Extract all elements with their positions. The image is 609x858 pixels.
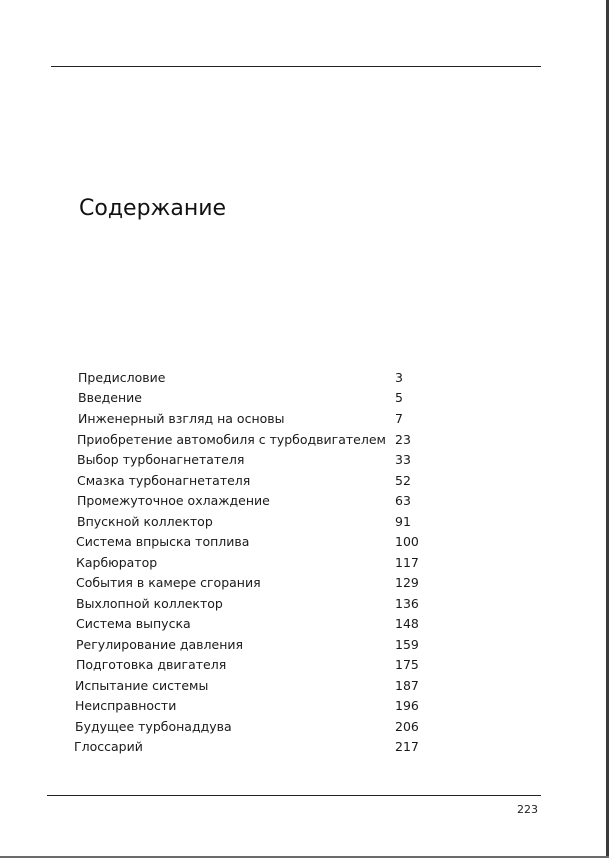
toc-entry — [0, 450, 609, 470]
toc-entry-page: 91 — [395, 514, 411, 529]
toc-entry — [0, 635, 609, 655]
toc-entry-page: 3 — [395, 370, 403, 385]
toc-entry — [0, 409, 609, 429]
toc-entry — [0, 368, 609, 388]
toc-entry-page: 52 — [395, 473, 411, 488]
toc-entry — [0, 553, 609, 573]
toc-entry-page: 23 — [395, 432, 411, 447]
toc-entry-page: 63 — [395, 493, 411, 508]
toc-entry-page: 196 — [395, 698, 419, 713]
toc-entry-page: 175 — [395, 657, 419, 672]
toc-entry-title: Будущее турбонаддува — [75, 719, 232, 734]
toc-entry-page: 100 — [395, 534, 419, 549]
toc-entry — [0, 594, 609, 614]
toc-entry — [0, 717, 609, 737]
toc-entry-title: Смазка турбонагнетателя — [77, 473, 251, 488]
toc-entry — [0, 532, 609, 552]
toc-entry-title: Выхлопной коллектор — [76, 596, 223, 611]
toc-entry-title: Приобретение автомобиля с турбодвигателем — [77, 432, 386, 447]
toc-entry-page: 217 — [395, 739, 419, 754]
toc-entry-page: 187 — [395, 678, 419, 693]
toc-entry-page: 33 — [395, 452, 411, 467]
toc-entry-title: Промежуточное охлаждение — [77, 493, 270, 508]
toc-entry — [0, 471, 609, 491]
footer-rule — [47, 795, 541, 796]
toc-entry — [0, 573, 609, 593]
toc-entry-page: 129 — [395, 575, 419, 590]
page-title: Содержание — [79, 196, 227, 221]
toc-entry-page: 7 — [395, 411, 403, 426]
toc-entry — [0, 614, 609, 634]
toc-entry-title: Система впрыска топлива — [76, 534, 250, 549]
toc-entry-title: Впускной коллектор — [77, 514, 213, 529]
toc-entry-title: Предисловие — [78, 370, 166, 385]
toc-entry-title: Испытание системы — [75, 678, 209, 693]
toc-entry-title: Регулирование давления — [76, 637, 244, 652]
toc-entry-title: Система выпуска — [76, 616, 191, 631]
toc-entry — [0, 430, 609, 450]
toc-entry-page: 5 — [395, 390, 403, 405]
toc-entry-page: 117 — [395, 555, 419, 570]
toc-entry — [0, 676, 609, 696]
toc-entry — [0, 512, 609, 532]
toc-entry-title: Глоссарий — [74, 739, 143, 754]
toc-entry-page: 148 — [395, 616, 419, 631]
toc-entry-title: События в камере сгорания — [76, 575, 261, 590]
toc-entry-title: Введение — [78, 390, 142, 405]
toc-entry-title: Инженерный взгляд на основы — [78, 411, 285, 426]
toc-entry — [0, 655, 609, 675]
toc-entry — [0, 737, 609, 757]
toc-entry — [0, 388, 609, 408]
toc-entry-title: Неисправности — [75, 698, 177, 713]
toc-entry-page: 206 — [395, 719, 419, 734]
page-number: 223 — [517, 803, 538, 816]
toc-entry — [0, 491, 609, 511]
toc-entry-title: Выбор турбонагнетателя — [77, 452, 245, 467]
toc-entry — [0, 696, 609, 716]
toc-entry-title: Подготовка двигателя — [76, 657, 227, 672]
toc-entry-page: 159 — [395, 637, 419, 652]
toc-entry-title: Карбюратор — [76, 555, 158, 570]
toc-entry-page: 136 — [395, 596, 419, 611]
